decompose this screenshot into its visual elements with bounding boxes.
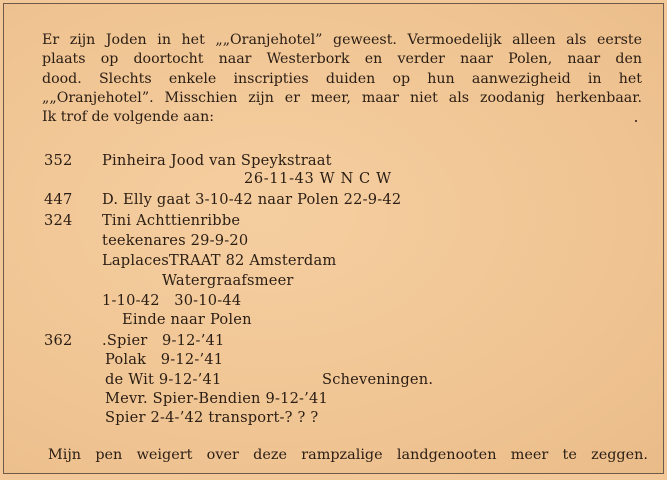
closing-sentence: Mijn pen weigert over deze rampzalige landgenooten meer te zeggen.	[48, 447, 648, 463]
inscription-324-line-3: LaplacesTRAAT 82 Amsterdam	[102, 252, 337, 269]
intro-line-5: Ik trof de volgende aan:	[42, 109, 215, 126]
inscription-352-line-2: 26-11-43 W N C W	[244, 170, 392, 187]
inscription-324-line-1: Tini Achttienribbe	[102, 212, 241, 229]
intro-line-3: dood. Slechts enkele inscripties duiden op hun aanwezigheid in het	[42, 70, 642, 87]
inscription-324-line-5: 1-10-42 30-10-44	[102, 292, 242, 309]
inscription-number-324: 324	[44, 212, 73, 229]
intro-paragraph	[42, 31, 642, 127]
inscription-number-447: 447	[44, 191, 73, 208]
inscription-number-352: 352	[44, 152, 73, 169]
inscription-447-line-1: D. Elly gaat 3-10-42 naar Polen 22-9-42	[102, 191, 402, 208]
intro-line-1: Er zijn Joden in het „„Oranjehotel” geweest. Vermoedelijk alleen als eerste	[42, 32, 642, 48]
inscription-362-line-2: Polak 9-12-’41	[105, 351, 224, 368]
inscription-362-place: Scheveningen.	[322, 371, 434, 388]
inscription-324-line-4: Watergraafsmeer	[162, 272, 294, 289]
document-page	[3, 3, 664, 474]
inscription-352-line-1: Pinheira Jood van Speykstraat	[102, 152, 332, 169]
inscription-362-line-1: .Spier 9-12-’41	[102, 332, 225, 349]
inscription-362-line-3: de Wit 9-12-’41	[105, 371, 222, 388]
intro-line-4: „„Oranjehotel”. Misschien zijn er meer, maar niet als zoodanig herkenbaar.	[42, 89, 642, 106]
intro-line-2: plaats op doortocht naar Westerbork en verder naar Polen, naar den	[42, 51, 642, 68]
inscription-362-line-4: Mevr. Spier-Bendien 9-12-’41	[105, 390, 328, 407]
inscription-324-line-6: Einde naar Polen	[122, 311, 252, 328]
inscription-324-line-2: teekenares 29-9-20	[102, 232, 249, 249]
inscription-362-line-5: Spier 2-4-’42 transport-? ? ?	[105, 409, 319, 426]
print-speck	[635, 120, 637, 122]
inscription-number-362: 362	[44, 332, 73, 349]
